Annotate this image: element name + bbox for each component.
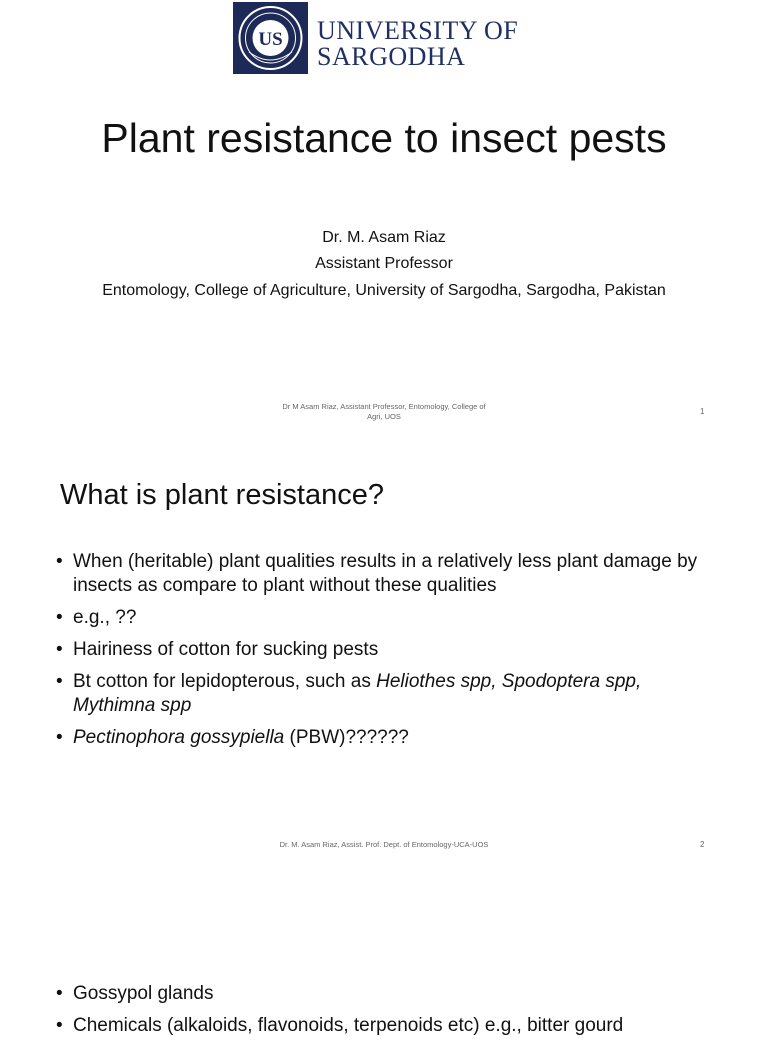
bullet-text: Bt cotton for lepidopterous, such as	[73, 671, 377, 692]
bullet-list	[56, 550, 716, 758]
logo-text-line1: UNIVERSITY OF	[317, 16, 519, 45]
list-item	[56, 638, 716, 662]
bullet-list	[56, 982, 716, 1046]
svg-text:US: US	[258, 29, 283, 50]
bullet-text: When (heritable) plant qualities results in a relatively less plant damage by insects as compare to plant without these qualities	[73, 551, 698, 596]
bullet-text: (PBW)??????	[284, 727, 409, 748]
bullet-text: Gossypol glands	[73, 983, 214, 1004]
species-names: Heliothes spp, Spodoptera spp, Mythimna spp	[73, 671, 642, 716]
footer-line-2: Agri, UOS	[367, 412, 401, 421]
slide-footer	[250, 402, 518, 422]
page-number: 1	[700, 407, 705, 416]
bullet-text: e.g., ??	[73, 607, 137, 628]
footer-line-1: Dr M Asam Riaz, Assistant Professor, Entomology, College of	[282, 402, 486, 411]
list-item	[56, 726, 716, 750]
slide-title: Plant resistance to insect pests	[101, 115, 667, 161]
list-item	[56, 606, 716, 630]
author-name: Dr. M. Asam Riaz	[322, 229, 446, 246]
university-seal-icon	[233, 2, 308, 74]
author-affiliation: Entomology, College of Agriculture, University of Sargodha, Sargodha, Pakistan	[102, 282, 666, 299]
list-item	[56, 670, 716, 718]
slide-2	[0, 432, 768, 864]
list-item	[56, 550, 716, 598]
bullet-text: Chemicals (alkaloids, flavonoids, terpenoids etc) e.g., bitter gourd	[73, 1015, 624, 1036]
page-number: 2	[700, 840, 705, 849]
logo-wordmark	[317, 18, 518, 70]
list-item	[56, 1014, 716, 1038]
list-item	[56, 982, 716, 1006]
logo-text-line2: SARGODHA	[317, 42, 466, 71]
slide-footer: Dr. M. Asam Riaz, Assist. Prof. Dept. of Entomology-UCA-UOS	[279, 840, 489, 849]
slide-heading: What is plant resistance?	[60, 479, 384, 511]
species-name: Pectinophora gossypiella	[73, 727, 285, 748]
slide-3	[0, 864, 768, 1036]
bullet-text: Hairiness of cotton for sucking pests	[73, 639, 379, 660]
university-logo	[233, 2, 553, 74]
slide-1	[0, 0, 768, 432]
author-role: Assistant Professor	[315, 255, 453, 272]
